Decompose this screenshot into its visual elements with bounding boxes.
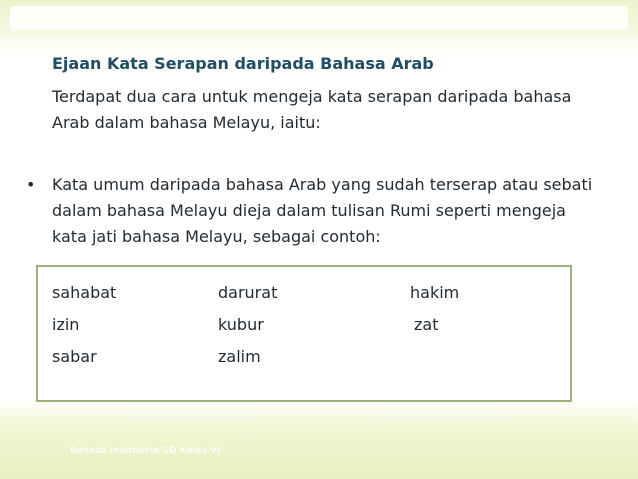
example-word: kubur xyxy=(218,315,264,334)
example-word: sabar xyxy=(52,347,97,366)
example-word: zat xyxy=(414,315,439,334)
bullet-symbol: • xyxy=(26,175,36,194)
intro-paragraph: Terdapat dua cara untuk mengeja kata serapan daripada bahasa Arab dalam bahasa Melayu, iaitu: xyxy=(52,87,572,132)
example-word: zalim xyxy=(218,347,261,366)
example-words-box xyxy=(36,265,572,402)
slide-heading: Ejaan Kata Serapan daripada Bahasa Arab xyxy=(52,54,434,73)
example-word: sahabat xyxy=(52,283,117,302)
example-word: hakim xyxy=(410,283,460,302)
bullet-text: Kata umum daripada bahasa Arab yang sudah terserap atau sebati dalam bahasa Melayu dieja dalam tulisan Rumi seperti mengeja kata jati bahasa Melayu, sebagai contoh: xyxy=(52,175,593,246)
example-word: darurat xyxy=(218,283,278,302)
example-word: izin xyxy=(52,315,80,334)
footer-text: Bahasa Indonesia SD Kelas VI xyxy=(70,446,221,456)
